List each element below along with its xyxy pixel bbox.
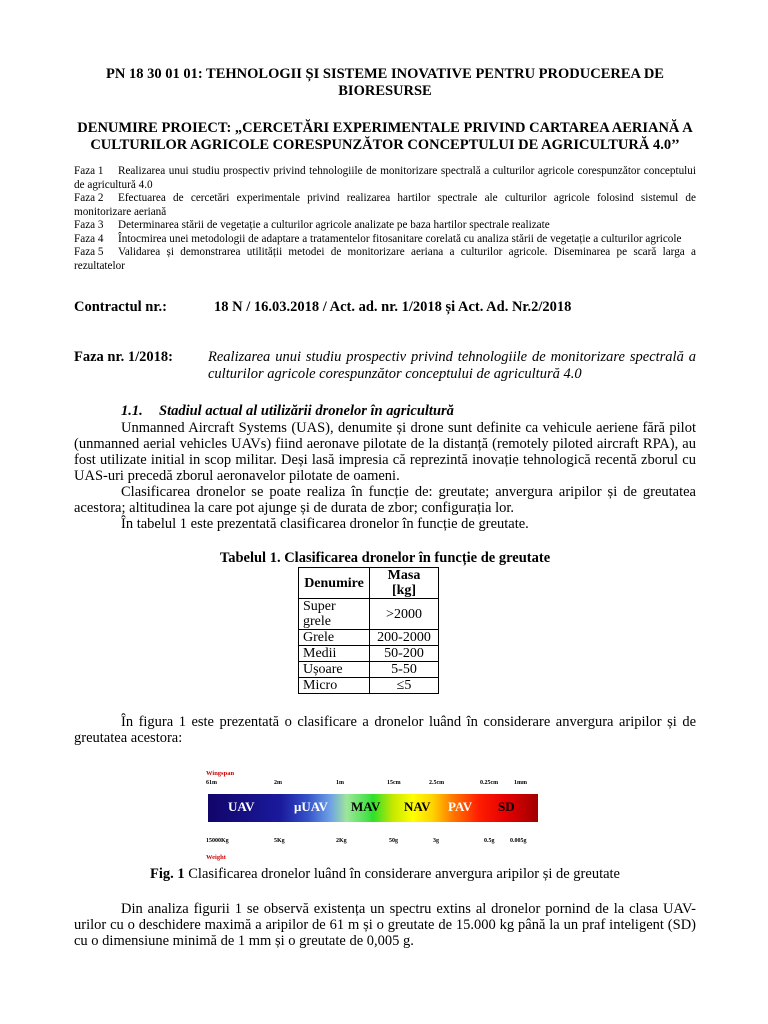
phase-value: Realizarea unui studiu prospectiv privind tehnologiile de monitorizare spectrală a culturilor agricole corespunzător conceptului de agricultură 4.0 <box>208 349 696 382</box>
weight-tick: 50g <box>389 838 398 844</box>
table-row: Ușoare 5-50 <box>299 662 439 678</box>
class-label: NAV <box>404 799 431 814</box>
document-page <box>74 66 696 949</box>
contract-value: 18 N / 16.03.2018 / Act. ad. nr. 1/2018 și Act. Ad. Nr.2/2018 <box>214 299 572 315</box>
class-label: SD <box>498 799 515 814</box>
wingspan-tick: 0.25cm <box>480 780 499 786</box>
paragraph: În tabelul 1 este prezentată clasificarea dronelor în funcție de greutate. <box>121 516 529 532</box>
wingspan-label: Wingspan <box>206 770 235 777</box>
wingspan-tick: 1mm <box>514 780 527 786</box>
weight-tick: 2Kg <box>336 838 347 844</box>
classification-table <box>298 567 439 694</box>
phase-item: Faza 3 Determinarea stării de vegetație a culturilor agricole analizate pe baza hartilor spectrale realizate <box>74 219 550 231</box>
wingspan-tick: 2m <box>274 780 282 786</box>
table-row: Medii 50-200 <box>299 646 439 662</box>
section-heading: 1.1. Stadiul actual al utilizării dronelor în agricultură <box>121 403 454 419</box>
wingspan-tick: 61m <box>206 780 217 786</box>
spectrum-bar <box>208 794 538 822</box>
table-row: Grele 200-2000 <box>299 630 439 646</box>
wingspan-tick: 2.5cm <box>429 780 445 786</box>
class-label: MAV <box>351 799 381 814</box>
phase-label: Faza nr. 1/2018: <box>74 349 173 365</box>
drone-spectrum-figure <box>208 770 538 860</box>
weight-tick: 5Kg <box>274 838 285 844</box>
phase-list <box>74 165 696 273</box>
contract-line <box>74 299 696 316</box>
table-row: Micro ≤5 <box>299 678 439 694</box>
class-label: UAV <box>228 799 255 814</box>
table-header-row: Denumire Masa [kg] <box>299 568 439 599</box>
paragraph: În figura 1 este prezentată o clasificare a dronelor luând în considerare anvergura aripilor și de greutatea acestora: <box>74 714 696 746</box>
paragraph: Clasificarea dronelor se poate realiza în funcție de: greutate; anvergura aripilor și de greutatea acestora; altitudinea la care pot ajunge și de durata de zbor; configurația lor. <box>74 484 696 516</box>
phase-item: Faza 1 Realizarea unui studiu prospectiv privind tehnologiile de monitorizare spectrală a culturilor agricole corespunzător conceptului de agricultură 4.0 <box>74 165 696 191</box>
class-label: PAV <box>448 799 473 814</box>
wingspan-tick: 1m <box>336 780 344 786</box>
project-title: DENUMIRE PROIECT: „CERCETĂRI EXPERIMENTALE PRIVIND CARTAREA AERIANĂ A CULTURILOR AGRICOLE CORESPUNZĂTOR CONCEPTULUI DE AGRICULTURĂ 4.0’’ <box>77 120 693 153</box>
phase-item: Faza 2 Efectuarea de cercetări experimentale privind realizarea hartilor spectrale ale culturilor agricole folosind sistemul de monitorizare aeriană <box>74 192 696 218</box>
paragraph: Unmanned Aircraft Systems (UAS), denumite și drone sunt definite ca vehicule aeriene fără pilot (unmanned aerial vehicles UAVs) fiind aeronave pilotate de la distanță (remotely piloted aircraft RPA), au fost utilizate initial in scop militar. Deși lasă impresia că reprezintă inovație tehnologică recentă zborul cu UAS-uri precedă zborul aeronavelor pilotate de oameni. <box>74 420 696 484</box>
weight-label: Weight <box>206 854 226 861</box>
paragraph: Din analiza figurii 1 se observă existența un spectru extins al dronelor pornind de la clasa UAV-urilor cu o deschidere maximă a aripilor de 61 m și o greutate de 15.000 kg până la un praf inteligent (SD) cu o dimensiune minimă de 1 mm și o greutate de 0,005 g. <box>74 901 696 949</box>
wingspan-tick: 15cm <box>387 780 401 786</box>
weight-tick: 0.5g <box>484 838 495 844</box>
table-caption: Tabelul 1. Clasificarea dronelor în funcție de greutate <box>219 550 551 566</box>
document-title: PN 18 30 01 01: TEHNOLOGII ȘI SISTEME INOVATIVE PENTRU PRODUCEREA DE BIORESURSE <box>106 66 664 99</box>
weight-tick: 0.005g <box>510 838 527 844</box>
class-label: μUAV <box>294 799 328 814</box>
phase-item: Faza 5 Validarea și demonstrarea utilității metodei de monitorizare aeriana a culturilor agricole. Diseminarea pe scară larga a rezultatelor <box>74 246 696 272</box>
table-row: Super grele >2000 <box>299 599 439 630</box>
phase-item: Faza 4 Întocmirea unei metodologii de adaptare a tratamentelor fitosanitare corelată cu analiza stării de vegetație a culturilor agricole <box>74 232 682 245</box>
weight-tick: 15000Kg <box>206 838 229 844</box>
weight-tick: 3g <box>433 838 439 844</box>
phase-line <box>74 349 696 383</box>
contract-label: Contractul nr.: <box>74 299 167 315</box>
figure-caption: Fig. 1 Clasificarea dronelor luând în considerare anvergura aripilor și de greutate <box>150 866 620 882</box>
